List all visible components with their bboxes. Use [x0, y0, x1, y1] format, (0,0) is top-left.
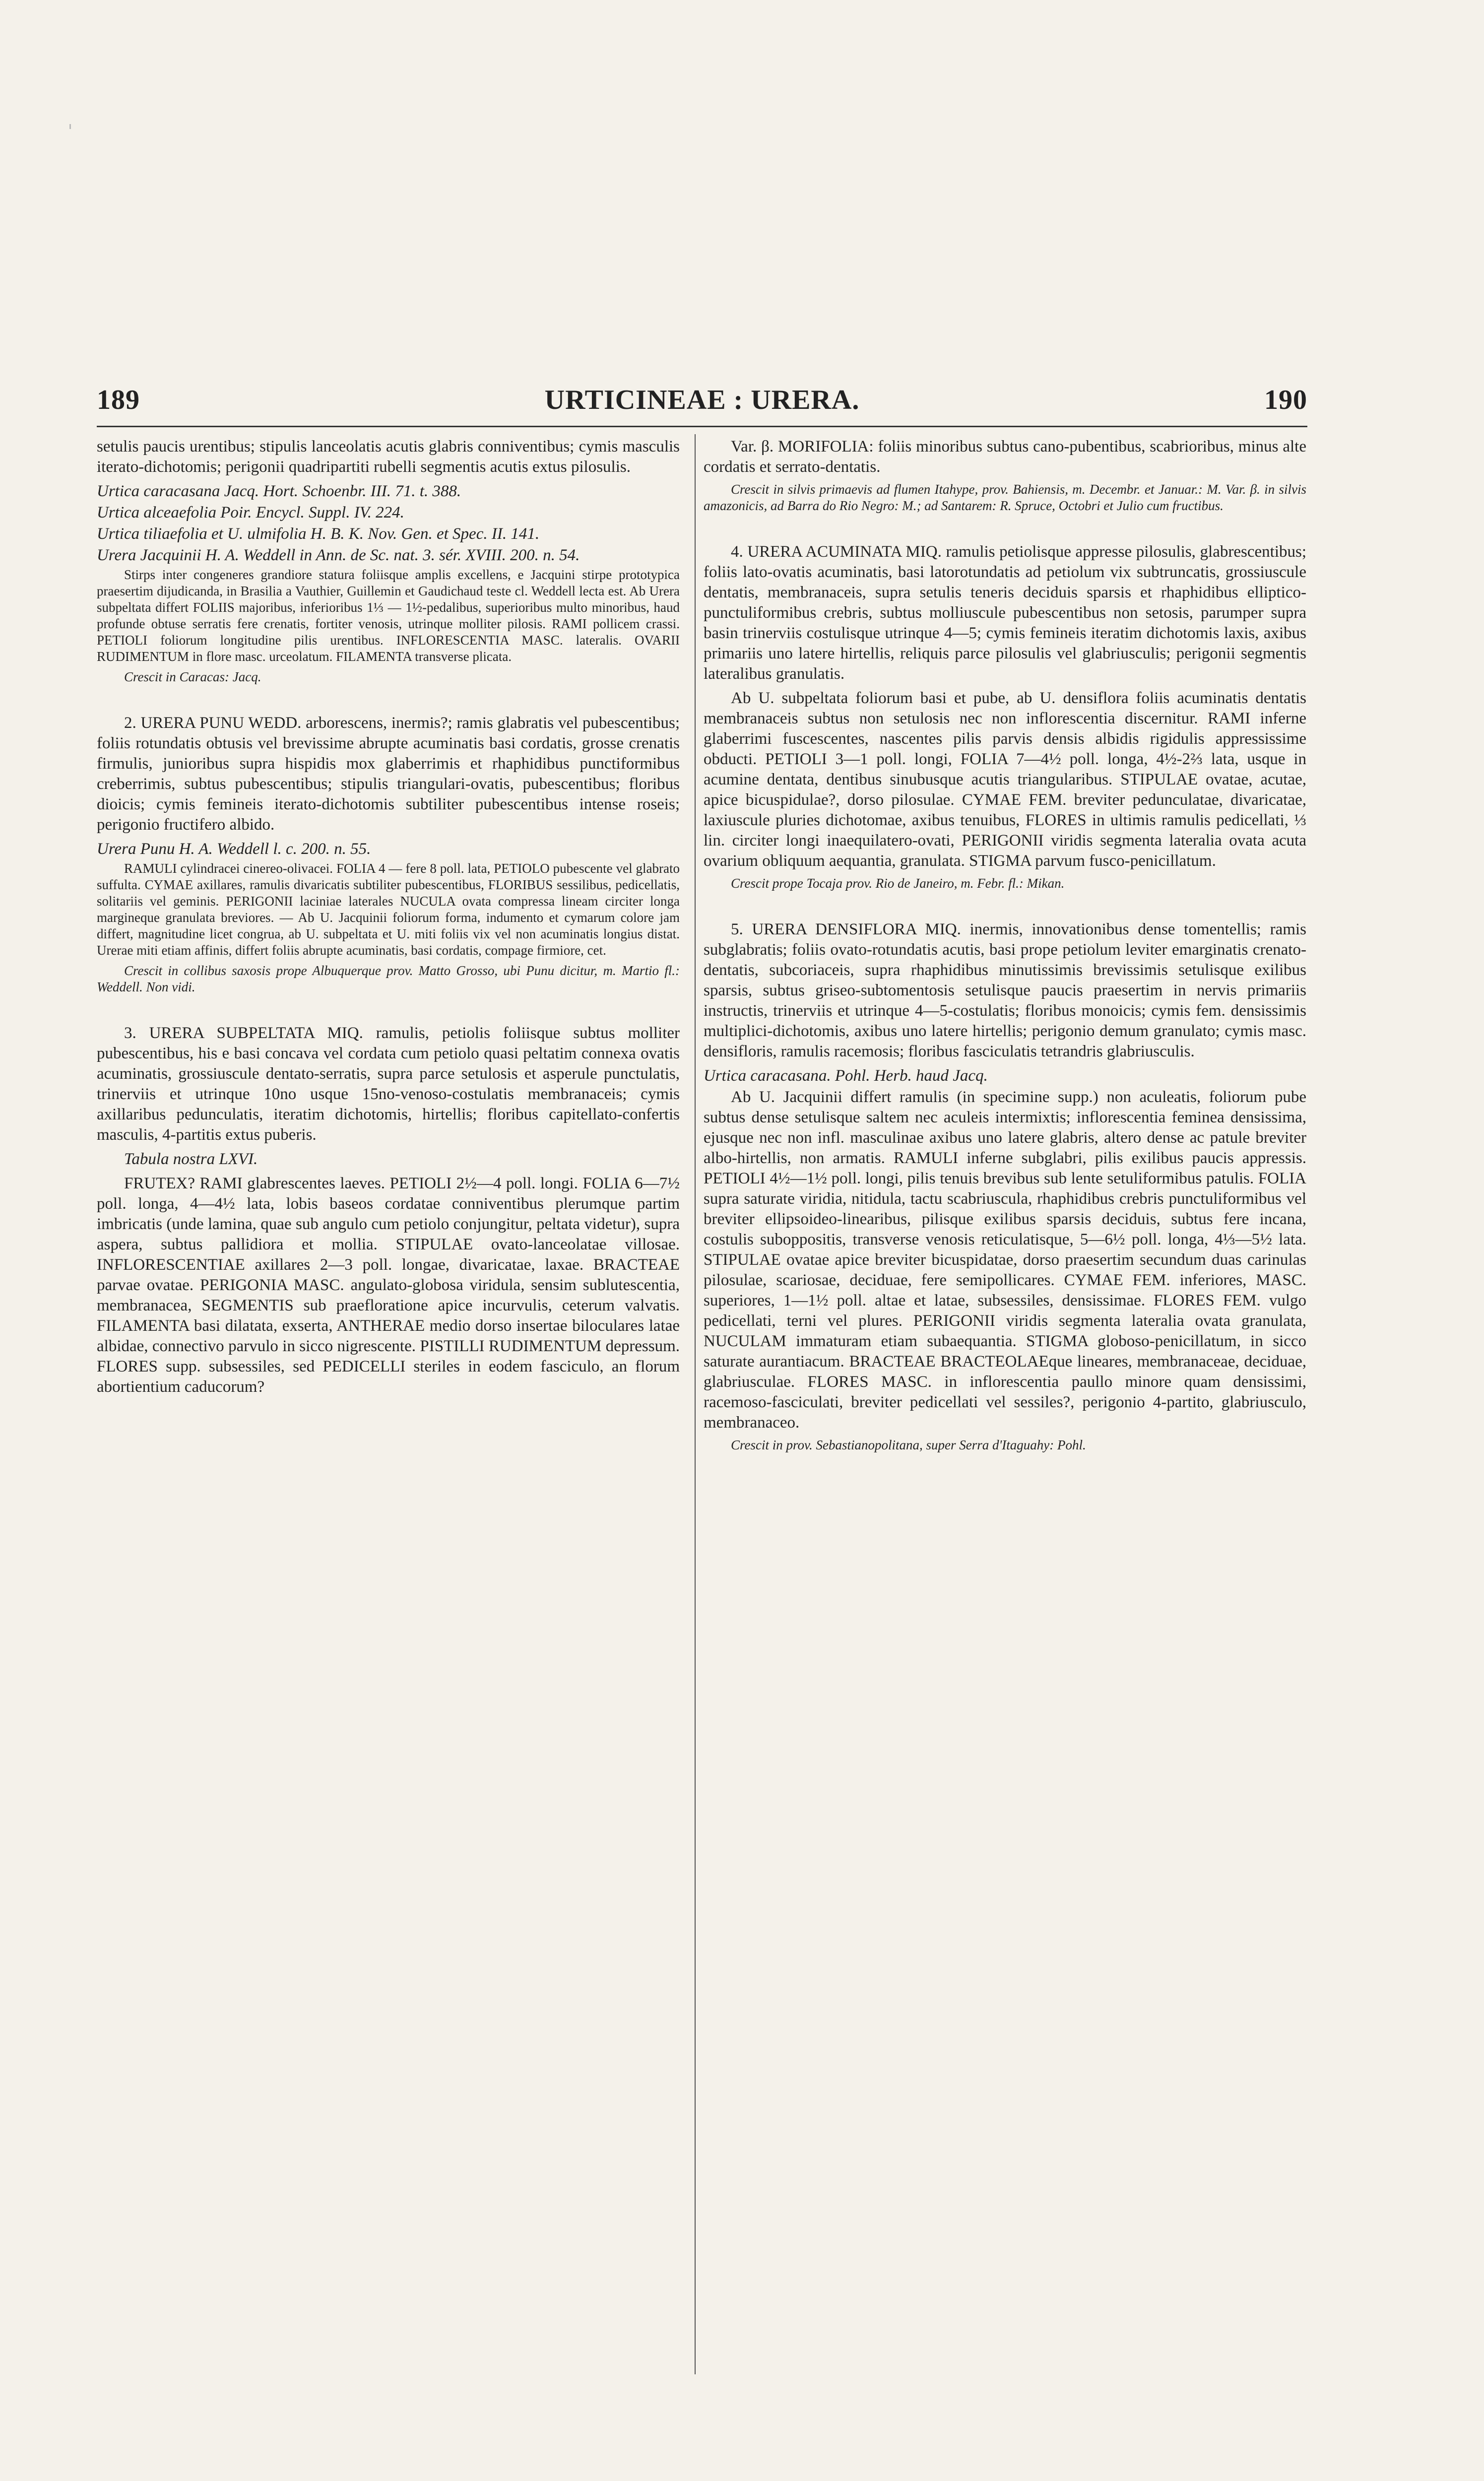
synonym-citation: Urtica caracasana. Pohl. Herb. haud Jacq. — [704, 1067, 988, 1085]
running-head — [97, 384, 1307, 419]
synonym-citation: Urtica tiliaefolia et U. ulmifolia H. B. K. Nov. Gen. et Spec. II. 141. — [97, 525, 540, 543]
plate-reference: Tabula nostra LXVI. — [124, 1150, 258, 1168]
locality: Crescit in collibus saxosis prope Albuquerque prov. Matto Grosso, ubi Punu dicitur, m. Martio fl.: Weddell. Non vidi. — [97, 963, 680, 994]
species-note: RAMULI cylindracei cinereo-olivacei. FOLIA 4 — fere 8 poll. lata, PETIOLO pubescente vel glabrato suffulta. CYMAE axillares, ramulis divaricatis subtiliter pubescentibus, FLORIBUS sessilibus, pedicellatis, solitariis vel geminis. PERIGONII laciniae laterales NUCULA ovata compressa lineam circiter longa margineque granulata breviores. — Ab U. Jacquinii foliorum forma, indumento et cymarum colore jam differt, magnitudine licet congrua, ab U. subpeltata et U. miti foliis vix vel non acuminatis longius distat. Urerae miti etiam affinis, differt foliis abrupte acuminatis, basi cordatis, compage firmiore, cet. — [97, 861, 680, 958]
species-entry-5: 5. URERA DENSIFLORA MIQ. inermis, innovationibus dense tomentellis; ramis subglabratis; foliis ovato-rotundatis acutis, basi prope petiolum leviter emarginatis crenato-dentatis, subcoriaceis, supra rhaphidibus minutissimis brevissimis setulisque exilibus sparsis, subtus griseo-subtomentosis setulisque paucis praesertim in nervis primariis instructis, trinerviis et utrinque 4—5-costulatis; floribus monoicis; cymis fem. densissimis multiplici-dichotomis, axibus uno latere hirtellis; perigonio demum granulato; cymis masc. densifloris, ramulis racemosis; floribus fasciculatis tetrandris glabriusculis. — [704, 920, 1306, 1060]
synonym-citation: Urera Jacquinii H. A. Weddell in Ann. de Sc. nat. 3. sér. XVIII. 200. n. 54. — [97, 546, 580, 564]
right-column — [704, 437, 1306, 1457]
species-entry-3: 3. URERA SUBPELTATA MIQ. ramulis, petiolis foliisque subtus molliter pubescentibus, his e basi concava vel cordata cum petiolo quasi peltatim connexa ovatis acuminatis, grossiuscule dentato-serratis, supra parce setulosis et asperule punctulatis, trinerviis et utrinque 10no usque 15no-venoso-costulatis membranaceis; cymis axillaribus pedunculatis, iteratim dichotomis, hirtellis; floribus capitellato-confertis masculis, 4-partitis extus puberis. — [97, 1024, 680, 1144]
margin-mark — [69, 124, 71, 129]
header-rule — [97, 426, 1307, 427]
synonym-citation: Urtica caracasana Jacq. Hort. Schoenbr. III. 71. t. 388. — [97, 482, 461, 500]
diagnosis-continued: setulis paucis urentibus; stipulis lanceolatis acutis glabris conniventibus; cymis masculis iterato-dichotomis; perigonii quadripartiti rubelli segmentis acutis extus pilosulis. — [97, 438, 680, 476]
species-note: Stirps inter congeneres grandiore statura foliisque amplis excellens, e Jacquini stirpe prototypica praesertim dijudicanda, in Brasilia a Vauthier, Guillemin et Gaudichaud teste cl. Weddell lecta est. Ab Urera subpeltata differt FOLIIS majoribus, inferioribus 1⅓ — 1½-pedalibus, superioribus multo minoribus, haud profunde obtuse serratis fere crenatis, fortiter venosis, utrinque molliter pilosis. RAMI pollicem crassi. PETIOLI foliorum longitudine pilis urentibus. INFLORESCENTIA MASC. lateralis. OVARII RUDIMENTUM in flore masc. urceolatum. FILAMENTA transverse plicata. — [97, 567, 680, 664]
species-entry-4: 4. URERA ACUMINATA MIQ. ramulis petiolisque appresse pilosulis, glabrescentibus; foliis lato-ovatis acuminatis, basi latorotundatis ad petiolum vix subtruncatis, grossiuscule dentatis, membranaceis, supra setulis teneris deciduis sparsis et rhaphidibus elliptico-punctuliformibus crebris, subtus molliuscule pubescentibus non setosis, parumper supra basin trinerviis costulisque utrinque 4—5; cymis femineis iteratim dichotomis laxis, axibus primariis uno latere hirtellis, reliquis parce pilosulis vel glabriusculis; perigonii segmentis lateralibus granulatis. — [704, 543, 1306, 683]
species-entry-2: 2. URERA PUNU WEDD. arborescens, inermis?; ramis glabratis vel pubescentibus; foliis rotundatis obtusis vel brevissime abrupte acuminatis basi cordatis, grosse crenatis firmulis, junioribus supra hispidis mox glaberrimis et rhaphidibus punctiformibus creberrimis, subtus pubescentibus; stipulis triangulari-ovatis, pubescentibus; floribus dioicis; cymis femineis iterato-dichotomis subtiliter pubescentibus intense roseis; perigonio fructifero albido. — [97, 714, 680, 834]
column-divider — [695, 434, 696, 2374]
species-description: Ab U. Jacquinii differt ramulis (in specimine supp.) non aculeatis, foliorum pube subtus dense setulisque saltem nec aculeis intermixtis; inflorescentia feminea densissima, ejusque nec non infl. masculinae axibus uno latere glabris, altero dense ac patule breviter albo-hirtellis, non armatis. RAMULI inferne subglabri, pilis exilibus paucis appressis. PETIOLI 4½—1½ poll. longi, pilis tenuis brevibus sub lente setuliformibus patulis. FOLIA supra saturate viridia, nitidula, tactu scabriuscula, rhaphidibus crebris punctuliformibus vel breviter ellipsoideo-linearibus, pilisque exilibus sparsis deciduis, subtus fere incana, costulis suboppositis, transverse venosis reticulatisque, 5—6½ poll. longa, 4⅓—5½ lata. STIPULAE ovatae apice breviter bicuspidatae, dorso praesertim secundum duas carinulas pilosulae, scariosae, deciduae, fere semipollicares. CYMAE FEM. inferiores, MASC. superiores, 1—1½ poll. altae et latae, subsessiles, densissimae. FLORES FEM. vulgo pedicellati, terni vel plures. PERIGONII viridis segmenta lateralia ovata granulata, NUCULAM immaturam etiam subaequantia. STIGMA globoso-penicillatum, in sicco saturate aurantiacum. BRACTEAE BRACTEOLAEque lineares, membranaceae, deciduae, glabriusculae. FLORES MASC. in inflorescentia paullo minore quam densissimi, racemoso-fasciculati, breviter pedicellati vel sessiles?, perigonio 4-partito, glabriusculo, membranaceo. — [704, 1088, 1306, 1432]
synonym-citation: Urera Punu H. A. Weddell l. c. 200. n. 55. — [97, 840, 371, 858]
page-number-right: 190 — [1264, 385, 1307, 415]
running-title: URTICINEAE : URERA. — [544, 385, 860, 415]
page-number-left: 189 — [97, 385, 140, 415]
locality: Crescit in silvis primaevis ad flumen Itahype, prov. Bahiensis, m. Decembr. et Januar.: M. Var. β. in silvis amazonicis, ad Barra do Rio Negro: M.; ad Santarem: R. Spruce, Octobri et Julio cum fructibus. — [704, 482, 1306, 513]
variety-entry: Var. β. MORIFOLIA: foliis minoribus subtus cano-pubentibus, scabrioribus, minus alte cordatis et serrato-dentatis. — [704, 438, 1306, 476]
synonym-citation: Urtica alceaefolia Poir. Encycl. Suppl. IV. 224. — [97, 504, 404, 522]
locality: Crescit in prov. Sebastianopolitana, super Serra d'Itaguahy: Pohl. — [731, 1437, 1086, 1452]
species-description: FRUTEX? RAMI glabrescentes laeves. PETIOLI 2½—4 poll. longi. FOLIA 6—7½ poll. longa, 4—4½ lata, lobis baseos cordatae conniventibus plerumque partim imbricatis (unde lamina, quae sub angulo cum petiolo conjungitur, peltata videtur), supra aspera, subtus pallidiora et mollia. STIPULAE ovato-lanceolatae villosae. INFLORESCENTIAE axillares 2—3 poll. longae, divaricatae, laxae. BRACTEAE parvae ovatae. PERIGONIA MASC. angulato-globosa viridula, sensim sublutescentia, membranacea, SEGMENTIS sub praefloratione apice incurvulis, ceterum valvatis. FILAMENTA basi dilatata, exserta, ANTHERAE medio dorso insertae biloculares latae albidae, connectivo parvulo in sicco nigrescente. PISTILLI RUDIMENTUM depressum. FLORES supp. subsessiles, sed PEDICELLI steriles in eodem fasciculo, an florum abortientium caducorum? — [97, 1175, 680, 1396]
locality: Crescit in Caracas: Jacq. — [124, 669, 261, 684]
left-column — [97, 437, 680, 1401]
locality: Crescit prope Tocaja prov. Rio de Janeiro, m. Febr. fl.: Mikan. — [731, 876, 1065, 891]
species-description: Ab U. subpeltata foliorum basi et pube, ab U. densiflora foliis acuminatis dentatis membranaceis subtus non setulosis nec non inflorescentia discernitur. RAMI inferne glaberrimi fuscescentes, nascentes pilis parvis densis albidis rigidulis appressissime obducti. PETIOLI 3—1 poll. longi, FOLIA 7—4½ poll. longa, 4½-2⅔ lata, usque in acumine dentata, dentibus sinubusque acutis triangularibus. STIPULAE ovatae, acutae, apice bicuspidulae?, dorso pilosulae. CYMAE FEM. breviter pedunculatae, divaricatae, laxiuscule pluries dichotomae, axibus tenuibus, FLORES in ultimis ramulis pedicellati, ⅓ lin. circiter longi inaequilatero-ovati, PERIGONII viridis segmenta lateralia ovata acuta ovarium obliquum aequantia, granulata. STIGMA parvum fusco-penicillatum. — [704, 689, 1306, 870]
